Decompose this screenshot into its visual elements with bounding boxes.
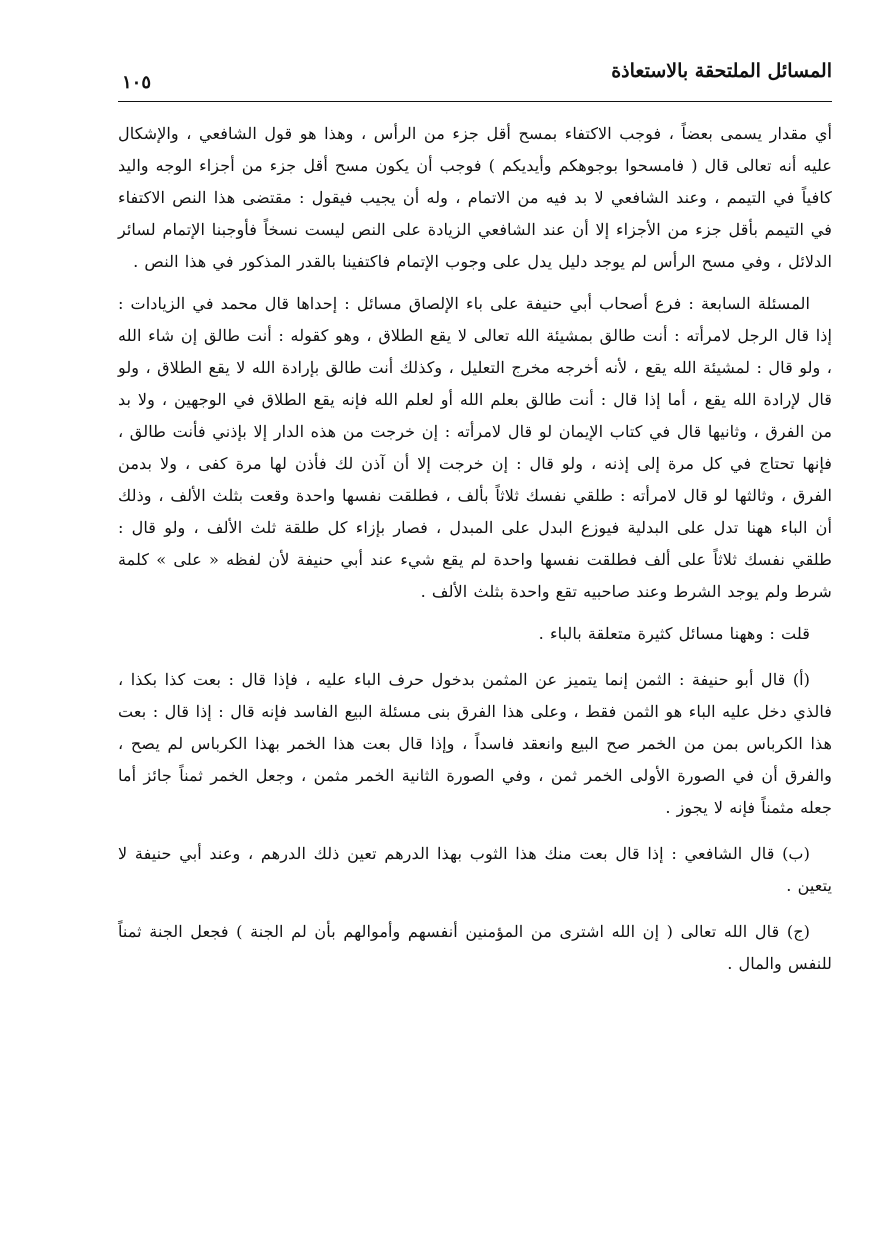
paragraph-seventh-issue: المسئلة السابعة : فرع أصحاب أبي حنيفة على باء الإلصاق مسائل : إحداها قال محمد في الزيادات : إذا قال الرجل لامرأته : أنت طالق بمشيئة الله تعالى لا يقع الطلاق ، وهو كقوله : أنت طالق إن شاء الله ، ولو قال : لمشيئة الله يقع ، لأنه أخرجه مخرج التعليل ، وكذلك أنت طالق بإرادة الله لا يقع الطلاق ، ولو قال لإرادة الله يقع ، أما إذا قال : أنت طالق بعلم الله أو لعلم الله فإنه يقع الطلاق في الوجهين ، ولا بد من الفرق ، وثانيها قال في كتاب الإيمان لو قال لامرأته : إن خرجت من هذه الدار إلا بإذني فأنت طالق ، فإنها تحتاج في كل مرة إلى إذنه ، ولو قال : إن خرجت إلا أن آذن لك فأذن لها مرة كفى ، ولا بدمن الفرق ، وثالثها لو قال لامرأته : طلقي نفسك ثلاثاً بألف ، فطلقت نفسها واحدة وقعت بثلث الألف ، وذلك أن الباء ههنا تدل على البدلية فيوزع البدل على المبدل ، فصار بإزاء كل طلقة ثلث الألف ، ولو قال : طلقي نفسك ثلاثاً على ألف فطلقت نفسها واحدة لم يقع شيء عند أبي حنيفة لأن لفظه « على » كلمة شرط ولم يوجد الشرط وعند صاحبيه تقع واحدة بثلث الألف . [118, 294, 832, 601]
paragraph-continuation: أي مقدار يسمى بعضاً ، فوجب الاكتفاء بمسح أقل جزء من الرأس ، وهذا هو قول الشافعي ، والإشكال عليه أنه تعالى قال ( فامسحوا بوجوهكم وأيديكم ) فوجب أن يكون مسح أقل جزء من أجزاء الوجه واليد كافياً في التيمم ، وعند الشافعي لا بد فيه من الاتمام ، وله أن يجيب فيقول : مقتضى هذا النص الاكتفاء في التيمم بأقل جزء من الأجزاء إلا أن عند الشافعي الزيادة على النص ليست نسخاً فأوجبنا الإتمام لسائر الدلائل ، وفي مسح الرأس لم يوجد دليل يدل على وجوب الإتمام فاكتفينا بالقدر المذكور في هذا النص . [118, 124, 832, 271]
paragraph-item-c: (ج) قال الله تعالى ( إن الله اشترى من المؤمنين أنفسهم وأموالهم بأن لم الجنة ) فجعل الجنة ثمناً للنفس والمال . [118, 922, 832, 973]
page-number: ١٠٥ [122, 72, 152, 93]
running-title: المسائل الملتحقة بالاستعاذة [611, 60, 832, 82]
paragraph-item-b: (ب) قال الشافعي : إذا قال بعت منك هذا الثوب بهذا الدرهم تعين ذلك الدرهم ، وعند أبي حنيفة لا يتعين . [118, 844, 832, 895]
paragraph-item-a: (أ) قال أبو حنيفة : الثمن إنما يتميز عن المثمن بدخول حرف الباء عليه ، فإذا قال : بعت كذا بكذا ، فالذي دخل عليه الباء هو الثمن فقط ، وعلى هذا الفرق بنى مسئلة البيع الفاسد فإنه قال : إذا قال : بعت هذا الكرباس بمن من الخمر صح البيع وانعقد فاسداً ، وإذا قال بعت هذا الخمر بهذا الكرباس لم يصح ، والفرق أن في الصورة الأولى الخمر ثمن ، وفي الصورة الثانية الخمر مثمن ، وجعل الخمر ثمناً جائز أما جعله مثمناً فإنه لا يجوز . [118, 670, 832, 817]
body-text [118, 118, 832, 980]
paragraph-note: قلت : وههنا مسائل كثيرة متعلقة بالباء . [538, 624, 810, 643]
header-divider [118, 101, 832, 102]
page-header [118, 58, 832, 98]
